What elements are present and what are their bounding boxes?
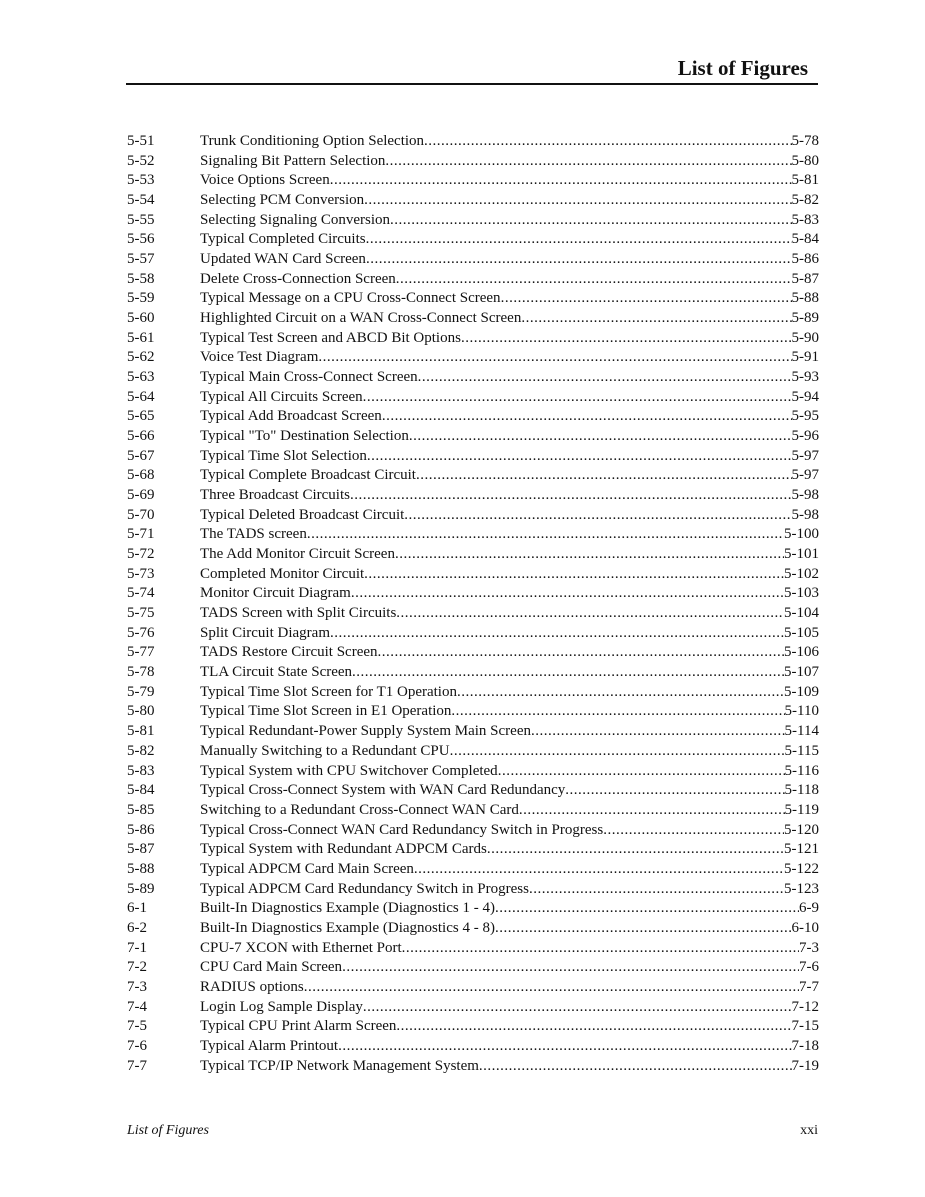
figure-page: 7-18 [791,1037,819,1054]
figure-title: Typical Alarm Printout [200,1037,339,1054]
figure-number: 5-65 [127,408,155,425]
figure-title: Typical Add Broadcast Screen [200,408,382,425]
figure-title: Typical ADPCM Card Main Screen [200,860,414,877]
dot-leader [304,978,799,998]
figure-title: Signaling Bit Pattern Selection [200,152,386,169]
list-item [127,801,819,821]
dot-leader [396,1017,791,1037]
figure-number: 5-80 [127,703,155,720]
dot-leader [350,486,792,506]
figure-page: 5-120 [784,821,819,838]
figure-title: CPU Card Main Screen [200,959,343,976]
figure-number: 6-2 [127,919,147,936]
figure-number: 5-83 [127,762,155,779]
list-item [127,919,819,939]
figure-title: Typical Main Cross-Connect Screen [200,369,418,386]
list-item [127,683,819,703]
figure-page: 5-102 [784,565,819,582]
figure-page: 5-118 [784,782,819,799]
list-item [127,958,819,978]
figure-page: 7-19 [791,1057,819,1074]
figure-title: Typical Cross-Connect WAN Card Redundancy Switch in Progress [200,821,604,838]
figure-title: Selecting Signaling Conversion [200,211,390,228]
figure-title: CPU-7 XCON with Ethernet Port [200,939,402,956]
dot-leader [450,742,785,762]
dot-leader [603,821,784,841]
dot-leader [364,565,784,585]
figure-page: 5-96 [791,428,819,445]
figure-title: Typical System with CPU Switchover Completed [200,762,498,779]
list-item [127,880,819,900]
list-item [127,781,819,801]
figure-title: Built-In Diagnostics Example (Diagnostics 4 - 8) [200,919,495,936]
figure-number: 5-72 [127,546,155,563]
dot-leader [565,781,784,801]
list-item [127,171,819,191]
dot-leader [531,722,785,742]
figure-title: Typical Time Slot Screen in E1 Operation [200,703,452,720]
figure-title: Highlighted Circuit on a WAN Cross-Connect Screen [200,310,522,327]
dot-leader [487,840,784,860]
figure-title: Voice Test Diagram [200,349,319,366]
dot-leader [498,762,785,782]
figure-title: Built-In Diagnostics Example (Diagnostics 1 - 4) [200,900,495,917]
list-item [127,348,819,368]
figure-title: Typical TCP/IP Network Management System [200,1057,479,1074]
figure-page: 5-93 [791,369,819,386]
figure-page: 5-115 [784,742,819,759]
figure-title: Switching to a Redundant Cross-Connect WAN Card [200,801,519,818]
figure-page: 5-105 [784,624,819,641]
figure-title: Monitor Circuit Diagram [200,585,351,602]
figure-number: 5-77 [127,644,155,661]
footer-section-title: List of Figures [127,1123,209,1138]
figure-title: Split Circuit Diagram [200,624,330,641]
figure-page: 5-110 [784,703,819,720]
figure-page: 5-94 [791,388,819,405]
figure-page: 5-100 [784,526,819,543]
figure-number: 5-62 [127,349,155,366]
dot-leader [479,1057,792,1077]
figure-number: 5-89 [127,880,155,897]
figure-page: 5-80 [791,152,819,169]
figure-title: Typical Cross-Connect System with WAN Card Redundancy [200,782,566,799]
figure-page: 6-9 [799,900,819,917]
figure-title: Selecting PCM Conversion [200,192,365,209]
dot-leader [451,702,784,722]
figure-page: 5-78 [791,133,819,149]
dot-leader [495,899,799,919]
dot-leader [461,329,792,349]
figure-page: 6-10 [791,919,819,936]
header-divider [126,83,818,85]
figure-number: 5-60 [127,310,155,327]
dot-leader [318,348,791,368]
list-item [127,624,819,644]
figure-title: The TADS screen [200,526,307,543]
list-item [127,1057,819,1077]
figure-title: Typical Time Slot Selection [200,447,367,464]
figure-title: Trunk Conditioning Option Selection [200,133,425,149]
figure-number: 5-52 [127,152,155,169]
footer-page-number: xxi [800,1123,818,1138]
list-item [127,722,819,742]
list-item [127,1037,819,1057]
figure-title: Typical CPU Print Alarm Screen [200,1018,397,1035]
figure-number: 5-68 [127,467,155,484]
dot-leader [338,1037,791,1057]
dot-leader [351,584,784,604]
dot-leader [330,624,784,644]
list-item [127,643,819,663]
figure-page: 5-81 [791,172,819,189]
figure-number: 5-64 [127,388,155,405]
figure-page: 5-106 [784,644,819,661]
figure-number: 5-55 [127,211,155,228]
list-item [127,840,819,860]
figure-number: 5-71 [127,526,155,543]
figure-page: 5-107 [784,664,819,681]
figure-page: 5-114 [784,723,819,740]
figure-number: 5-73 [127,565,155,582]
figure-number: 5-87 [127,841,155,858]
list-item [127,388,819,408]
figure-page: 7-6 [799,959,819,976]
dot-leader [382,407,792,427]
figure-number: 5-88 [127,860,155,877]
list-item [127,545,819,565]
figure-page: 7-7 [799,978,819,995]
list-item [127,132,819,152]
list-item [127,270,819,290]
list-item [127,486,819,506]
dot-leader [330,171,792,191]
figure-page: 5-116 [784,762,819,779]
figure-page: 5-83 [791,211,819,228]
figure-number: 5-54 [127,192,155,209]
dot-leader [307,525,784,545]
figure-page: 5-97 [791,467,819,484]
list-item [127,978,819,998]
list-item [127,821,819,841]
list-item [127,663,819,683]
list-item [127,250,819,270]
dot-leader [363,998,792,1018]
figure-page: 5-86 [791,251,819,268]
figure-number: 5-74 [127,585,155,602]
figure-title: The Add Monitor Circuit Screen [200,546,395,563]
dot-leader [519,801,785,821]
figure-number: 5-59 [127,290,155,307]
list-item [127,939,819,959]
figure-page: 5-101 [784,546,819,563]
dot-leader [342,958,799,978]
figure-number: 5-81 [127,723,155,740]
dot-leader [404,506,791,526]
dot-leader [409,427,792,447]
figure-number: 5-56 [127,231,155,248]
list-item [127,427,819,447]
figure-number: 5-61 [127,329,155,346]
figure-title: Three Broadcast Circuits [200,487,350,504]
figure-title: Typical Message on a CPU Cross-Connect Screen [200,290,501,307]
list-item [127,742,819,762]
dot-leader [363,388,792,408]
figure-page: 5-109 [784,683,819,700]
figure-page: 7-12 [791,998,819,1015]
figure-page: 5-82 [791,192,819,209]
figure-title: Typical System with Redundant ADPCM Cards [200,841,487,858]
list-item [127,702,819,722]
figure-title: Completed Monitor Circuit [200,565,365,582]
dot-leader [416,466,792,486]
figure-number: 5-70 [127,506,155,523]
figure-number: 7-3 [127,978,147,995]
list-item [127,447,819,467]
list-item [127,211,819,231]
dot-leader [366,250,792,270]
figure-number: 5-78 [127,664,155,681]
figure-page: 7-3 [799,939,819,956]
figure-title: Typical Redundant-Power Supply System Main Screen [200,723,531,740]
figure-title: Manually Switching to a Redundant CPU [200,742,450,759]
figure-page: 5-84 [791,231,819,248]
figure-number: 5-58 [127,270,155,287]
figure-page: 5-89 [791,310,819,327]
figure-title: Typical ADPCM Card Redundancy Switch in Progress [200,880,529,897]
figure-number: 7-7 [127,1057,147,1074]
figure-title: Typical Time Slot Screen for T1 Operation [200,683,457,700]
figure-number: 5-67 [127,447,155,464]
dot-leader [418,368,792,388]
figure-number: 5-63 [127,369,155,386]
figure-number: 5-66 [127,428,155,445]
figure-number: 5-82 [127,742,155,759]
list-item [127,309,819,329]
figure-page: 7-15 [791,1018,819,1035]
figure-page: 5-88 [791,290,819,307]
list-item [127,899,819,919]
figure-page: 5-90 [791,329,819,346]
list-item [127,860,819,880]
figure-list [127,132,819,1076]
figure-page: 5-95 [791,408,819,425]
figure-number: 5-51 [127,133,155,149]
dot-leader [395,545,784,565]
figure-page: 5-103 [784,585,819,602]
dot-leader [414,860,784,880]
dot-leader [378,643,784,663]
figure-page: 5-122 [784,860,819,877]
list-item [127,506,819,526]
list-item [127,230,819,250]
dot-leader [367,447,792,467]
figure-page: 5-98 [791,506,819,523]
dot-leader [424,132,791,152]
dot-leader [529,880,784,900]
figure-page: 5-119 [784,801,819,818]
figure-number: 5-76 [127,624,155,641]
figure-page: 5-91 [791,349,819,366]
list-item [127,329,819,349]
figure-title: Typical "To" Destination Selection [200,428,409,445]
figure-number: 7-4 [127,998,147,1015]
figure-number: 5-86 [127,821,155,838]
figure-page: 5-98 [791,487,819,504]
page-title: List of Figures [677,56,808,80]
dot-leader [457,683,784,703]
figure-title: TLA Circuit State Screen [200,664,353,681]
figure-number: 5-69 [127,487,155,504]
figure-page: 5-87 [791,270,819,287]
figure-page: 5-121 [784,841,819,858]
figure-number: 5-85 [127,801,155,818]
figure-number: 5-57 [127,251,155,268]
list-item [127,152,819,172]
list-item [127,604,819,624]
figure-title: Typical Deleted Broadcast Circuit [200,506,405,523]
figure-number: 5-75 [127,605,155,622]
dot-leader [396,604,784,624]
figure-page: 5-97 [791,447,819,464]
figure-title: Voice Options Screen [200,172,330,189]
figure-page: 5-104 [784,605,819,622]
list-item [127,289,819,309]
figure-number: 6-1 [127,900,147,917]
list-item [127,191,819,211]
dot-leader [396,270,792,290]
list-item [127,407,819,427]
figure-title: Typical Completed Circuits [200,231,366,248]
dot-leader [364,191,791,211]
figure-title: RADIUS options [200,978,304,995]
dot-leader [385,152,791,172]
figure-title: Updated WAN Card Screen [200,251,366,268]
figure-title: Delete Cross-Connection Screen [200,270,396,287]
figure-number: 7-1 [127,939,147,956]
figure-number: 5-84 [127,782,155,799]
dot-leader [521,309,791,329]
list-item [127,1017,819,1037]
dot-leader [352,663,784,683]
figure-title: Login Log Sample Display [200,998,363,1015]
figure-number: 5-79 [127,683,155,700]
list-item [127,368,819,388]
figure-title: Typical Test Screen and ABCD Bit Options [200,329,461,346]
list-item [127,584,819,604]
figure-page: 5-123 [784,880,819,897]
figure-number: 7-6 [127,1037,147,1054]
figure-title: Typical All Circuits Screen [200,388,363,405]
list-item [127,525,819,545]
dot-leader [501,289,792,309]
figure-number: 5-53 [127,172,155,189]
list-item [127,998,819,1018]
figure-title: Typical Complete Broadcast Circuit [200,467,416,484]
figure-number: 7-2 [127,959,147,976]
figure-title: TADS Screen with Split Circuits [200,605,397,622]
dot-leader [366,230,792,250]
list-item [127,762,819,782]
figure-title: TADS Restore Circuit Screen [200,644,378,661]
list-item [127,565,819,585]
dot-leader [402,939,799,959]
figure-number: 7-5 [127,1018,147,1035]
dot-leader [390,211,792,231]
list-item [127,466,819,486]
dot-leader [495,919,792,939]
